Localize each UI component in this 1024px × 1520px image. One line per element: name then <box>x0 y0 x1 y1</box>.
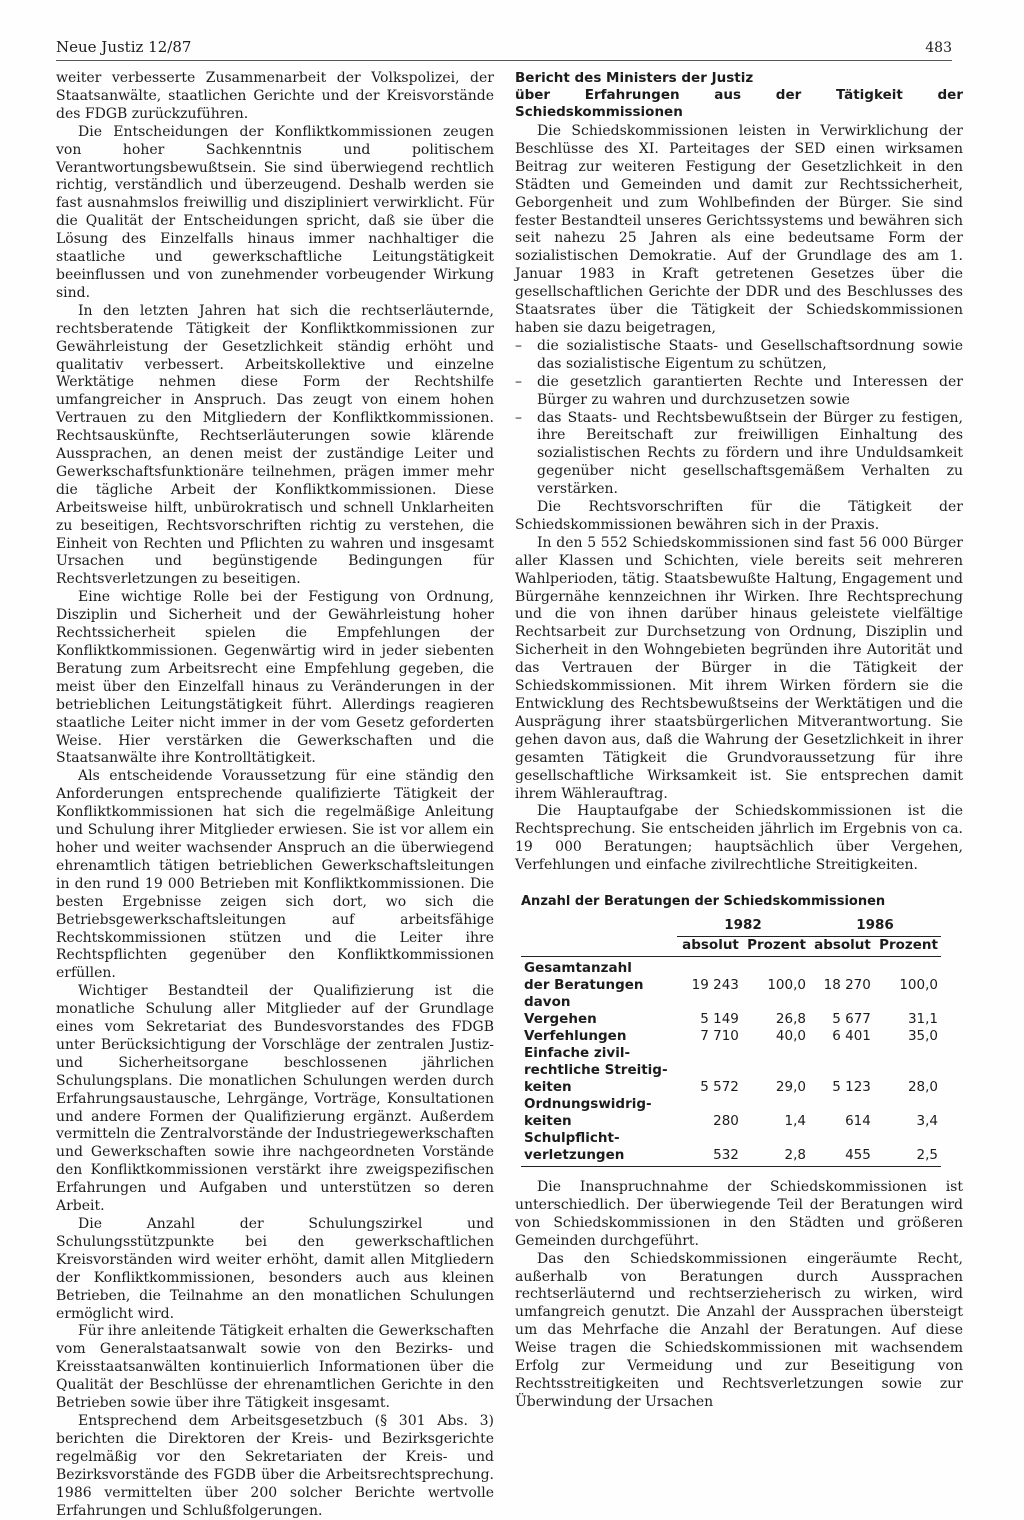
table-cell: 5 677 <box>832 1010 871 1027</box>
table-cell: 2,5 <box>874 1130 941 1167</box>
table-cell: 280 <box>713 1112 739 1129</box>
list-item: – die sozialistische Staats- und Gesellschaftsordnung sowie das sozialistische Eigentum zu schützen, <box>537 338 963 374</box>
year-header: 1986 <box>809 917 941 937</box>
table-cell: 40,0 <box>775 1027 806 1044</box>
list-item: – das Staats- und Rechtsbewußtsein der Bürger zu festigen, ihre Bereitschaft zur freiwilligen Einhaltung des sozialistischen Rechts zu fördern und ihre Unduldsamkeit gegenüber nicht gesellschaftsgemäßem Verhalten zu verstärken. <box>537 410 963 500</box>
table-cell: 26,8 <box>775 1010 806 1027</box>
bullet-list <box>515 338 963 499</box>
intro-paragraph: Die Schiedskommissionen leisten in Verwirklichung der Beschlüsse des XI. Parteitages der SED einen wirksamen Beitrag zur weiteren Festigung der Gesetzlichkeit in den Städten und Gemeinden und damit zur Rechtssicherheit, Geborgenheit und zum Wohlbefinden der Bürger. Sie sind fester Bestandteil unseres Gerichtssystems und bewähren sich seit nahezu 25 Jahren als eine bedeutsame Form der sozialistischen Demokratie. Auf der Grundlage des am 1. Januar 1983 in Kraft getretenen Gesetzes über die gesellschaftlichen Gerichte der DDR und des Beschlusses des Staatsrates über die Tätigkeit der Schiedskommissionen haben sie dazu beigetragen, <box>515 123 963 336</box>
paragraph: Die Anzahl der Schulungszirkel und Schulungsstützpunkte bei den gewerkschaftlichen Kreisvorständen wird weiter erhöht, damit allen Mitgliedern der Konfliktkommissionen, besonders auch aus kleinen Betrieben, die Teilnahme an den monatlichen Schulungen ermöglicht wird. <box>56 1216 494 1322</box>
table-row <box>521 1028 941 1045</box>
paragraph: Die Inanspruchnahme der Schiedskommissionen ist unterschiedlich. Der überwiegende Teil der Beratungen wird von Schiedskommissionen in den Städten und größeren Gemeinden durchgeführt. <box>515 1178 963 1249</box>
journal-title: Neue Justiz 12/87 <box>56 38 192 56</box>
table-cell: 5 123 <box>832 1078 871 1095</box>
empty-header-cell <box>521 917 677 937</box>
paragraph: In den 5 552 Schiedskommissionen sind fast 56 000 Bürger aller Klassen und Schichten, viele bereits seit mehreren Wahlperioden, tätig. Staatsbewußte Haltung, Engagement und Bürgernähe kennzeichnen ihr Wirken. Ihre Rechtsprechung und die von ihnen darüber hinaus geleistete vielfältige Rechtsarbeit zur Durchsetzung von Ordnung, Disziplin und Sicherheit in den Wohngebieten begründen ihre Autorität und das Vertrauen der Bürger in die Tätigkeit der Schiedskommissionen. Mit ihrem Wirken fördern sie die Entwicklung des Rechtsbewußtseins der Werktätigen und die Ausprägung ihrer staatsbürgerlichen Mitverantwortung. Sie gehen davon aus, daß die Wahrung der Gesetzlichkeit in ihrer gesamten Tätigkeit die Grundvoraussetzung für ihre gesellschaftliche Wirksamkeit ist. Sie entsprechen damit ihrem Wählerauftrag. <box>515 534 963 802</box>
paragraph: Als entscheidende Voraussetzung für eine ständig den Anforderungen entsprechende qualifizierte Tätigkeit der Konfliktkommissionen hat sich die regelmäßige Anleitung und Schulung ihrer Mitglieder erwiesen. Sie ist vor allem ein hoher und weiter wachsender Anspruch an die überwiegend ehrenamtlich tätigen betrieblichen Gewerkschaftsleitungen in den rund 19 000 Betrieben mit Konfliktkommissionen. Die besten Ergebnisse zeigen sich dort, wo sich die Betriebsgewerkschaftsleitungen auf arbeitsfähige Rechtskommissionen stützen und die Leiter ihre Rechtspflichten gegenüber den Konfliktkommissionen erfüllen. <box>56 768 494 982</box>
table-cell: 28,0 <box>907 1078 938 1095</box>
table-cell: 614 <box>845 1112 871 1129</box>
paragraph: Wichtiger Bestandteil der Qualifizierung ist die monatliche Schulung aller Mitglieder auf der Grundlage eines vom Sekretariat des Bundesvorstandes des FDGB unter Berücksichtigung der Vorschläge der zentralen Justiz- und Sicherheitsorgane beschlossenen jährlichen Schulungsplans. Die monatlichen Schulungen werden durch Erfahrungsaustausche, Lehrgänge, Vorträge, Konsultationen und andere Formen der Qualifizierung ergänzt. Außerdem vermitteln die Zentralvorstände der Industriegewerkschaften und Gewerkschaften sowie ihre nachgeordneten Vorstände den Konfliktkommissionen verstärkt ihre zweigspezifischen Erfahrungen und Aufgaben und unterstützen so deren Arbeit. <box>56 983 494 1215</box>
row-label: Einfache zivil- rechtliche Streitig- keiten <box>524 1044 668 1095</box>
table-cell: 6 401 <box>832 1027 871 1044</box>
page-header <box>56 38 952 61</box>
table-cell: 455 <box>809 1130 874 1167</box>
row-label: davon Vergehen <box>524 993 597 1027</box>
paragraph: Die Rechtsvorschriften für die Tätigkeit der Schiedskommissionen bewähren sich in der Praxis. <box>515 499 963 533</box>
table-row <box>521 994 941 1028</box>
year-header: 1982 <box>677 917 809 937</box>
row-label: Gesamtanzahl der Beratungen <box>524 959 644 993</box>
table-cell: 7 710 <box>700 1027 739 1044</box>
paragraph: Eine wichtige Rolle bei der Festigung von Ordnung, Disziplin und Sicherheit und der Gewährleistung hoher Rechtssicherheit spielen die Empfehlungen der Konfliktkommissionen. Gegenwärtig wird in jeder siebenten Beratung zum Arbeitsrecht eine Empfehlung gegeben, die meist über den Einzelfall hinaus zu Veränderungen in der betrieblichen Leitungstätigkeit führt. Allerdings reagieren staatliche Leiter nicht immer in der vom Gesetz geforderten Weise. Hier verstärken die Gewerkschaften und die Staatsanwälte ihre Kontrolltätigkeit. <box>56 589 494 767</box>
table-cell: 100,0 <box>767 976 806 993</box>
table-cell: 29,0 <box>775 1078 806 1095</box>
table-row <box>521 1045 941 1096</box>
paragraph: weiter verbesserte Zusammenarbeit der Volkspolizei, der Staatsanwälte, staatlichen Gerichte und der Kreisvorstände des FDGB zurückzuführen. <box>56 70 494 122</box>
empty-header-cell <box>521 936 677 956</box>
heading-line: über Erfahrungen aus der Tätigkeit der Schiedskommissionen <box>515 87 963 120</box>
table-cell: 532 <box>677 1130 742 1167</box>
paragraph: Das den Schiedskommissionen eingeräumte Recht, außerhalb von Beratungen durch Aussprachen rechtserläuternd und rechtserzieherisch zu wirken, wird umfangreich genutzt. Die Anzahl der Aussprachen übersteigt um das Mehrfache die Anzahl der Beratungen. Auf diese Weise tragen die Schiedskommissionen mit wachsendem Erfolg zur Vermeidung und zur Beseitigung von Rechtsstreitigkeiten und Rechtsverletzungen sowie zur Überwindung der Ursachen <box>515 1250 963 1410</box>
column-header: absolut <box>809 936 874 956</box>
page-number: 483 <box>925 40 952 56</box>
table-row <box>521 1096 941 1130</box>
column-header: absolut <box>677 936 742 956</box>
statistics-table-block <box>521 893 941 1167</box>
paragraph: Für ihre anleitende Tätigkeit erhalten die Gewerkschaften vom Generalstaatsanwalt sowie von den Bezirks- und Kreisstaatsanwälten kontinuierlich Informationen über die Qualität der Beschlüsse der ehrenamtlichen Gerichte in den Betrieben sowie über ihre Tätigkeit insgesamt. <box>56 1323 494 1412</box>
row-label: Schulpflicht- verletzungen <box>521 1130 677 1167</box>
row-label: Verfehlungen <box>524 1027 627 1044</box>
row-label: Ordnungswidrig- keiten <box>524 1095 652 1129</box>
table-cell: 19 243 <box>691 976 739 993</box>
table-row <box>521 956 941 994</box>
statistics-table <box>521 917 941 1167</box>
table-title: Anzahl der Beratungen der Schiedskommissionen <box>521 894 886 910</box>
table-cell: 31,1 <box>907 1010 938 1027</box>
table-cell: 1,4 <box>784 1112 806 1129</box>
left-column <box>56 70 494 1520</box>
paragraph: Die Entscheidungen der Konfliktkommissionen zeugen von hoher Sachkenntnis und politischem Verantwortungsbewußtsein. Sie sind überwiegend rechtlich richtig, verständlich und überzeugend. Deshalb werden sie fast ausnahmslos freiwillig und diszipliniert verwirklicht. Für die Qualität der Entscheidungen spricht, daß sie über die Lösung des Einzelfalls hinaus immer nachhaltiger die staatliche und gewerkschaftliche Leitungstätigkeit beeinflussen und von zunehmender vorbeugender Wirkung sind. <box>56 123 494 301</box>
column-header: Prozent <box>742 936 809 956</box>
section-heading <box>515 70 963 121</box>
heading-line: Bericht des Ministers der Justiz <box>515 70 754 86</box>
table-cell: 100,0 <box>899 976 938 993</box>
paragraph: Die Hauptaufgabe der Schiedskommissionen ist die Rechtsprechung. Sie entscheiden jährlich im Ergebnis von ca. 19 000 Beratungen; hauptsächlich über Vergehen, Verfehlungen und einfache zivilrechtliche Streitigkeiten. <box>515 803 963 874</box>
paragraph: Entsprechend dem Arbeitsgesetzbuch (§ 301 Abs. 3) berichten die Direktoren der Kreis- und Bezirksgerichte regelmäßig vor den Sekretariaten der Kreis- und Bezirksvorstände des FGDB über die Arbeitsrechtsprechung. 1986 vermittelten über 200 solcher Berichte wertvolle Erfahrungen und Schlußfolgerungen. <box>56 1412 494 1519</box>
table-cell: 35,0 <box>907 1027 938 1044</box>
table-cell: 18 270 <box>823 976 871 993</box>
table-cell: 5 572 <box>700 1078 739 1095</box>
table-cell: 2,8 <box>742 1130 809 1167</box>
right-column <box>515 70 963 1412</box>
column-header: Prozent <box>874 936 941 956</box>
table-cell: 5 149 <box>700 1010 739 1027</box>
table-row <box>521 1130 941 1167</box>
table-cell: 3,4 <box>916 1112 938 1129</box>
list-item: – die gesetzlich garantierten Rechte und Interessen der Bürger zu wahren und durchzusetzen sowie <box>537 374 963 410</box>
paragraph: In den letzten Jahren hat sich die rechtserläuternde, rechtsberatende Tätigkeit der Konfliktkommissionen zur Gewährleistung der Gesetzlichkeit ständig erhöht und qualitativ verbessert. Arbeitskollektive und einzelne Werktätige nehmen diese Form der Rechtshilfe umfangreicher in Anspruch. Das zeugt von einem hohen Vertrauen zu den Mitgliedern der Konfliktkommissionen. Rechtsauskünfte, Rechtserläuterungen sowie klärende Aussprachen, an denen meist der zuständige Leiter und Gewerkschaftsfunktionäre teilnehmen, prägen immer mehr die tägliche Arbeit der Konfliktkommissionen. Diese Arbeitsweise hilft, unbürokratisch und schnell Unklarheiten zu beseitigen, Rechtsvorschriften richtig zu verstehen, die Einheit von Rechten und Pflichten zu wahren und insgesamt Ursachen und begünstigende Bedingungen für Rechtsverletzungen zu beseitigen. <box>56 302 494 588</box>
